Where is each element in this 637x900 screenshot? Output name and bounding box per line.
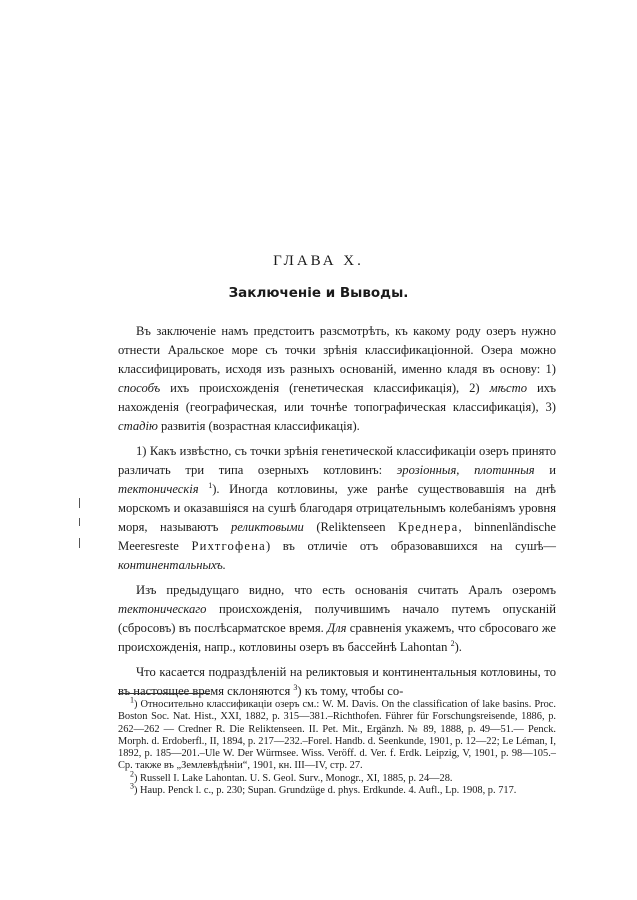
chapter-title: ГЛАВА X. xyxy=(273,253,364,269)
paragraph-4: Что касается подраздѣленій на реликтовыя и континентальныя котловины, то въ настоящее время склоняются $^3$) къ тому, чтобы со- xyxy=(118,665,556,698)
paragraph-1: Въ заключеніе намъ предстоитъ разсмотрѣть, къ какому роду озеръ нужно отнести Аральское море съ точки зрѣнія классификаціонной. Озера можно классифицировать, исходя изъ разныхъ основаній, именно кладя въ основу: 1) способъ ихъ происхожденія (генетическая классификація), 2) мѣсто ихъ нахожденія (географическая, или точнѣе топографическая классификація), 3) стадію развитія (возрастная классификація). xyxy=(118,324,557,433)
footnote-2: $^2$) Russell I. Lake Lahontan. U. S. Geol. Surv., Monogr., XI, 1885, p. 24—28. xyxy=(130,769,453,784)
paragraph-2: 1) Какъ извѣстно, съ точки зрѣнія генетической классификаціи озеръ принято различать три типа озерныхъ котловинъ: эрозіонныя, плотинныя и тектоническія $^1$). Иногда котловины, уже ранѣе существовавшія на днѣ морскомъ и оказавшіяся на сушѣ благодаря отрицательнымъ колебаніямъ уровня моря, называютъ реликтовыми (Reliktenseen Креднера, binnenländische Meeresreste Рихтгофена) въ отличіе отъ образовавшихся на сушѣ—континентальныхъ. xyxy=(118,444,557,572)
margin-marks xyxy=(78,498,82,554)
footnote-divider xyxy=(118,693,210,694)
footnotes xyxy=(118,695,556,797)
footnote-ref-3: 3 xyxy=(293,682,298,692)
footnote-ref-1: 1 xyxy=(208,480,213,490)
paragraph-3: Изъ предыдущаго видно, что есть основанія считать Аралъ озеромъ тектоническаго происхожденія, получившимъ начало путемъ опусканій (сбросовъ) въ послѣсарматское время. Для сравненія укажемъ, что сбросоваго же происхожденія, напр., котловины озеръ въ бассейнѣ Lahontan $^2$). xyxy=(118,583,556,654)
footnote-3: $^3$) Haup. Penck l. c., p. 230; Supan. Grundzüge d. phys. Erdkunde. 4. Aufl., Lp. 1908, p. 717. xyxy=(130,781,517,797)
body-text xyxy=(118,322,556,707)
section-title: Заключеніе и Выводы. xyxy=(228,285,409,301)
footnote-ref-2: 2 xyxy=(450,638,455,648)
footnote-1: $^1$) Относительно классификаціи озеръ см.: W. M. Davis. On the classification of lake basins. Proc. Boston Soc. Nat. Hist., XXI, 1882, p. 315—381.–Richthofen. Führer für Forschungsreisende, 1886, p. 262—262 — Credner R. Die Reliktenseen. II. Pet. Mit., Ergänzh. № 89, 1888, p. 49—51.— Penck. Morph. d. Erdoberfl., II, 1894, p. 217—232.–Forel. Handb. d. Seenkunde, 1901, p. 12—22; Le Léman, I, 1892, p. 185—201.–Ule W. Der Würmsee. Wiss. Veröff. d. Ver. f. Erdk. Leipzig, V, 1901, p. 98—105.–Ср. также въ „Землевѣдѣніи“, 1901, кн. III—IV, стр. 27. xyxy=(118,695,556,772)
